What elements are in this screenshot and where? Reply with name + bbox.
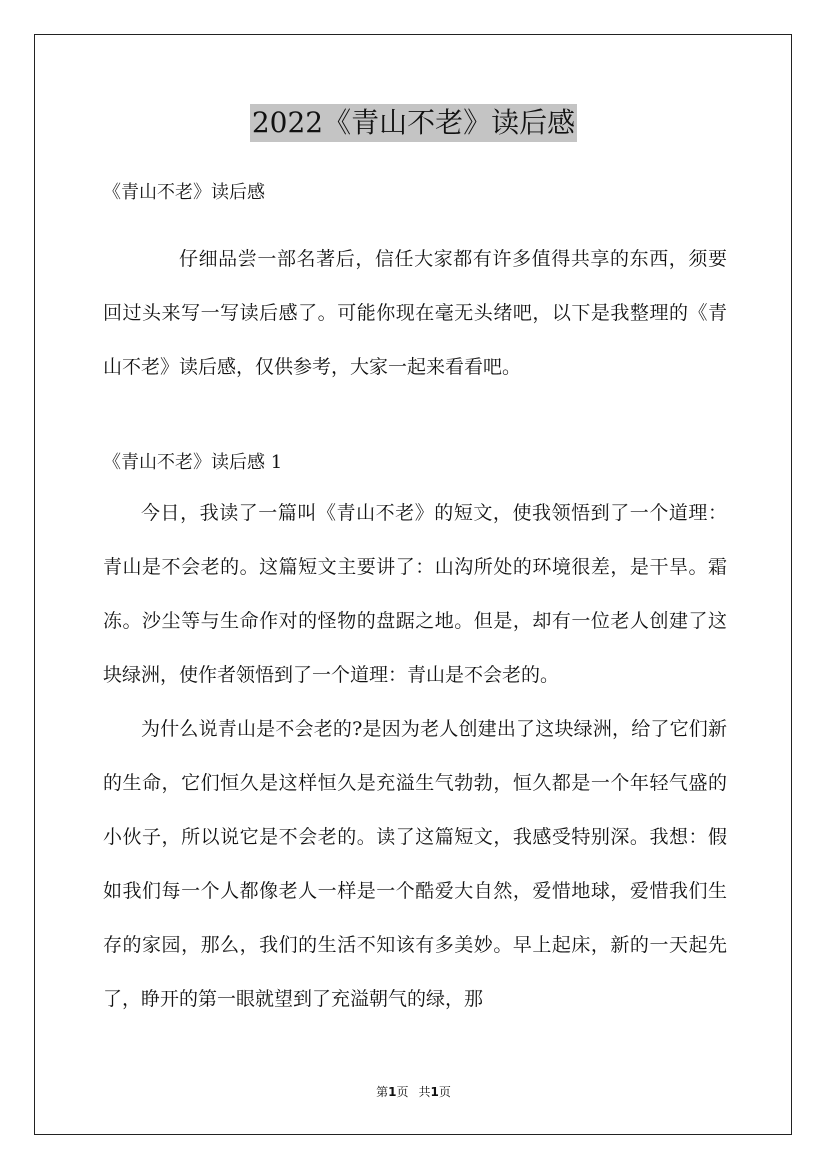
footer-total-number: 1 — [430, 1085, 439, 1099]
footer-page-suffix: 页 — [396, 1085, 409, 1099]
document-subtitle: 《青山不老》读后感 — [103, 182, 265, 203]
body-paragraph-2: 为什么说青山是不会老的?是因为老人创建出了这块绿洲，给了它们新的生命，它们恒久是这样恒久是充溢生气勃勃，恒久都是一个年轻气盛的小伙子，所以说它是不会老的。读了这篇短文，我感受特别深。我想：假如我们每一个人都像老人一样是一个酷爱大自然，爱惜地球，爱惜我们生存的家园，那么，我们的生活不知该有多美妙。早上起床，新的一天起先了，睁开的第一眼就望到了充溢朝气的绿，那 — [103, 718, 727, 1010]
document-body — [103, 170, 727, 1026]
page-footer — [0, 1083, 827, 1101]
intro-paragraph: 仔细品尝一部名著后，信任大家都有许多值得共享的东西，须要回过头来写一写读后感了。可能你现在毫无头绪吧，以下是我整理的《青山不老》读后感，仅供参考，大家一起来看看吧。 — [103, 248, 727, 378]
section-heading: 《青山不老》读后感 1 — [103, 452, 283, 473]
footer-page-number: 1 — [388, 1085, 397, 1099]
footer-total-prefix: 共 — [418, 1085, 431, 1099]
footer-page-prefix: 第 — [376, 1085, 389, 1099]
title-container — [0, 104, 827, 142]
document-title: 2022《青山不老》读后感 — [250, 104, 577, 142]
body-paragraph-1: 今日，我读了一篇叫《青山不老》的短文，使我领悟到了一个道理：青山是不会老的。这篇短文主要讲了：山沟所处的环境很差，是干旱。霜冻。沙尘等与生命作对的怪物的盘踞之地。但是，却有一位老人创建了这块绿洲，使作者领悟到了一个道理：青山是不会老的。 — [103, 502, 727, 686]
footer-total-suffix: 页 — [438, 1085, 451, 1099]
